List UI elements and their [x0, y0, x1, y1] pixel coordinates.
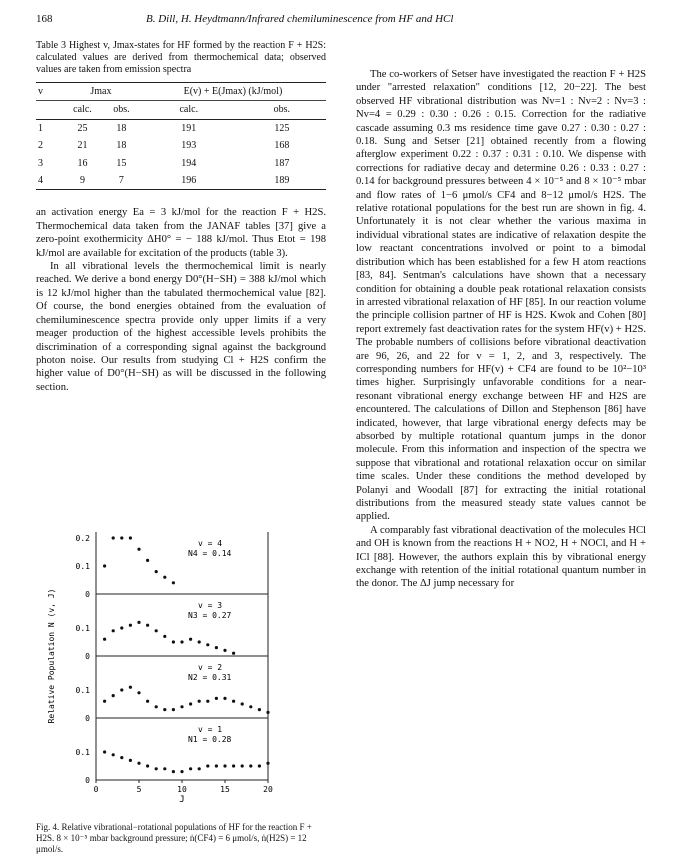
data-point [172, 770, 175, 773]
data-point [103, 750, 106, 753]
data-point [232, 764, 235, 767]
data-point [146, 624, 149, 627]
page-number: 168 [36, 13, 53, 25]
data-point [146, 764, 149, 767]
data-point [266, 711, 269, 714]
series-label-v: v = 2 [198, 663, 223, 672]
table-cell: 9 [79, 175, 85, 187]
data-point [155, 570, 158, 573]
data-point [232, 652, 235, 655]
table-row [36, 119, 326, 137]
data-point [266, 762, 269, 765]
table-cell: 189 [274, 175, 290, 187]
data-point [163, 708, 166, 711]
data-point [129, 624, 132, 627]
data-point [172, 640, 175, 643]
table-subheader: obs. [113, 104, 130, 116]
x-tick-label: 5 [136, 785, 142, 794]
data-point [103, 638, 106, 641]
data-point [258, 764, 261, 767]
series-label-v: v = 4 [198, 539, 223, 548]
data-point [198, 700, 201, 703]
figure-caption: Fig. 4. Relative vibrational−rotational populations of HF for the reaction F + H2S. 8 × 10⁻⁵ mbar background pressure; ṅ(CF4) = 6 μmol/s, ṅ(H2S) = 12 μmol/s. [36, 822, 312, 854]
data-point [241, 702, 244, 705]
data-point [112, 753, 115, 756]
data-point [155, 705, 158, 708]
table-caption: Table 3 Highest v, Jmax-states for HF formed by the reaction F + H2S: calculated values are derived from thermochemical data; observed values are taken from emission spectra [36, 40, 326, 75]
data-point [215, 646, 218, 649]
series-label-n: N2 = 0.31 [188, 673, 232, 682]
table-cell: 194 [181, 157, 197, 169]
left-column [36, 40, 326, 394]
data-point [120, 688, 123, 691]
data-point [189, 638, 192, 641]
y-tick-label: 0 [85, 776, 90, 785]
table-cell: 168 [274, 140, 290, 152]
data-point [172, 581, 175, 584]
data-point [198, 767, 201, 770]
table-cell: 193 [181, 140, 197, 152]
table-cell: 196 [181, 175, 197, 187]
series-label-v: v = 3 [198, 601, 223, 610]
data-point [189, 767, 192, 770]
body-paragraph: A comparably fast vibrational deactivation of the molecules HCl and OH is known from the reactions H + NO2, H + NOCl, and H + ICl [88]. However, the authors explain this by vibrational energy exchange with retention of the initial rotational quantum number in the donor. The ΔJ jump necessary for [356, 524, 646, 590]
data-point [129, 686, 132, 689]
table-cell: 25 [77, 122, 88, 134]
table-cell: 187 [274, 157, 290, 169]
y-tick-label: 0.1 [75, 686, 90, 695]
data-point [120, 536, 123, 539]
figure-4 [36, 512, 336, 830]
data-point [232, 700, 235, 703]
table-subheader: calc. [179, 104, 199, 116]
data-point [112, 694, 115, 697]
data-point [146, 700, 149, 703]
data-point [249, 764, 252, 767]
data-point [163, 767, 166, 770]
data-point [155, 629, 158, 632]
x-tick-label: 20 [263, 785, 273, 794]
data-point [198, 640, 201, 643]
right-column [356, 68, 646, 591]
table-cell: 16 [77, 157, 88, 169]
table-3 [36, 82, 326, 190]
data-point [172, 708, 175, 711]
y-tick-label: 0.2 [75, 534, 90, 543]
table-row [36, 155, 326, 172]
table-cell: 21 [77, 140, 88, 152]
y-tick-label: 0 [85, 714, 90, 723]
data-point [112, 629, 115, 632]
table-cell: 15 [116, 157, 127, 169]
y-tick-label: 0 [85, 652, 90, 661]
data-point [206, 643, 209, 646]
data-point [223, 764, 226, 767]
data-point [206, 764, 209, 767]
data-point [155, 767, 158, 770]
data-point [215, 697, 218, 700]
body-paragraph: an activation energy Ea = 3 kJ/mol for the reaction F + H2S. Thermochemical data taken from the JANAF tables [37] give a zero-point exothermicity ΔH0° = − 188 kJ/mol. Thus Etot = 198 kJ/mol are available for excitation of the products (table 3). [36, 207, 326, 259]
table-cell: 18 [116, 122, 127, 134]
table-subheader: calc. [73, 104, 92, 116]
y-axis-label: Relative Population N (v, J) [47, 588, 56, 724]
table-header-v: v [38, 86, 43, 97]
data-point [137, 621, 140, 624]
table-header-energy: E(v) + E(Jmax) (kJ/mol) [183, 86, 283, 97]
body-paragraph: The co-workers of Setser have investigated the reaction F + H2S under "arrested relaxation" conditions [12, 20−22]. The best observed HF vibrational distribution was Nv=1 : Nv=2 : Nv=3 : Nv=4 = 0.29 : 0.30 : 0.26 : 0.15. Correction for the radiative cascade assuming 0.3 ms residence time gave 0.27 : 0.30 : 0.27 : 0.18. Sung and Setser [21] obtained recently from a flowing afterglow experiment 0.22 : 0.37 : 0.31 : 0.10. We dispense with corrections for radiative decay and determine 0.26 : 0.33 : 0.27 : 0.14 for background pressures between 4 × 10⁻⁵ and 8 × 10⁻⁵ mbar and flow rates of 1−6 μmol/s CF4 and 8−12 μmol/s H2S. The relative rotational populations for the best run are shown in fig. 4. Unfortunately it is not clear whether the various maxima in individual vibrational states are indicative of relaxation despite the low reactant concentrations involved or point to a bimodal distribution which has been established for a few H atom reactions [83, 84]. Sentman's calculations have shown that a necessary condition for obtaining a double peak rotational relaxation consists in arrested vibrational relaxation of HF [85]. In our reaction volume the principle collision partner of HF is H2S. Kwok and Cohen [80] report extremely fast deactivation rates for the system HF(v) + H2S. The probable numbers of collisions before vibrational deactivation are 96, 26, and 22 for v = 1, 2, and 3, respectively. The corresponding numbers for HF(v) + CF4 are found to be 10²−10³ times higher. Surprisingly unfavorable conditions for a near-resonant vibrational energy exchange between HF and H2S are encountered. The calculations of Dillon and Stephenson [86] have indicated, however, that large vibrational energy defects may be absorbed by multiple rotational quantum jumps in the donor molecule. From this information and inspection of the spectra we suppose that vibrational and rotational relaxation occur on similar time scales. Under these conditions the method developed by Polanyi and Woodall [87] for extracting the initial rotational distributions from the measured steady state values cannot be applied. [356, 69, 646, 523]
table-cell: 125 [274, 122, 290, 134]
table-row [36, 137, 326, 154]
table-row [36, 172, 326, 190]
data-point [241, 764, 244, 767]
table-cell: 191 [181, 122, 197, 134]
data-point [223, 697, 226, 700]
y-tick-label: 0 [85, 590, 90, 599]
table-cell: 3 [38, 157, 43, 169]
data-point [137, 762, 140, 765]
rotational-population-chart [36, 512, 336, 812]
series-label-n: N3 = 0.27 [188, 611, 232, 620]
series-label-v: v = 1 [198, 725, 223, 734]
data-point [180, 770, 183, 773]
table-subheader: obs. [273, 104, 291, 116]
data-point [249, 705, 252, 708]
x-tick-label: 10 [177, 785, 187, 794]
data-point [163, 635, 166, 638]
y-tick-label: 0.1 [75, 562, 90, 571]
data-point [258, 708, 261, 711]
data-point [112, 536, 115, 539]
data-point [103, 564, 106, 567]
table-cell: 2 [38, 140, 43, 152]
data-point [223, 649, 226, 652]
data-point [146, 559, 149, 562]
data-point [103, 700, 106, 703]
y-tick-label: 0.1 [75, 624, 90, 633]
running-head: B. Dill, H. Heydtmann/Infrared chemiluminescence from HF and HCl [146, 13, 454, 25]
data-point [163, 576, 166, 579]
data-point [215, 764, 218, 767]
data-point [206, 700, 209, 703]
body-paragraph: In all vibrational levels the thermochemical limit is nearly reached. We derive a bond energy D0°(H−SH) = 388 kJ/mol which is 12 kJ/mol higher than the tabulated thermochemical value [82]. Of course, the bond energies obtained from the evaluation of chemiluminescence spectra provide only upper limits if a very meager production of the highest accessible levels prohibits the discrimination of a corresponding signal against the background photon noise. Our results from studying Cl + H2S confirm the higher value of D0°(H−SH) as will be discussed in the following section. [36, 261, 326, 393]
data-point [137, 691, 140, 694]
table-header-jmax: Jmax [90, 86, 112, 97]
data-point [129, 759, 132, 762]
data-point [129, 536, 132, 539]
data-point [120, 626, 123, 629]
data-point [120, 756, 123, 759]
data-point [180, 705, 183, 708]
y-tick-label: 0.1 [75, 748, 90, 757]
table-cell: 4 [38, 175, 43, 187]
series-label-n: N1 = 0.28 [188, 735, 232, 744]
x-tick-label: 15 [220, 785, 230, 794]
data-point [180, 640, 183, 643]
table-cell: 18 [116, 140, 127, 152]
data-point [137, 548, 140, 551]
table-cell: 1 [38, 122, 43, 134]
page-header [36, 13, 640, 29]
data-point [189, 702, 192, 705]
x-tick-label: 0 [93, 785, 99, 794]
x-axis-label: J [179, 795, 185, 805]
table-cell: 7 [118, 175, 124, 187]
series-label-n: N4 = 0.14 [188, 549, 232, 558]
